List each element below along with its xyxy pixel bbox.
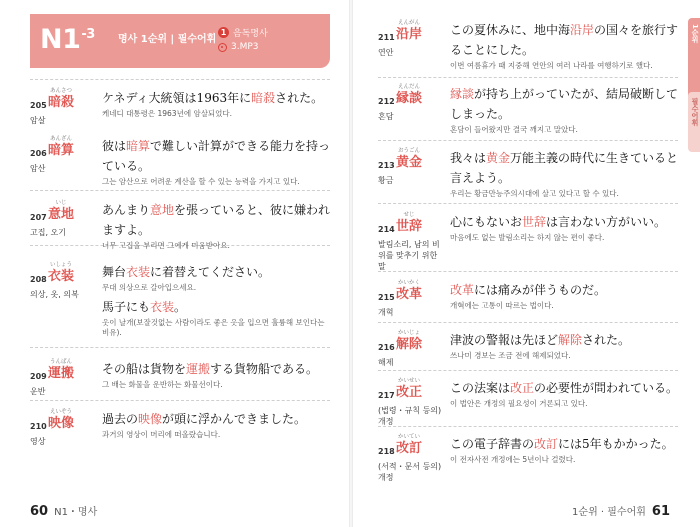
- sentence-part: 彼は: [102, 139, 127, 153]
- side-tab-label-secondary: 필수어휘: [691, 98, 699, 126]
- highlighted-word: 改正: [510, 381, 535, 395]
- entry-example: [450, 84, 680, 135]
- example-sentence: [102, 136, 332, 176]
- entry-example: [450, 434, 680, 465]
- example-translation: 그는 암산으로 어려운 계산을 할 수 있는 능력을 가지고 있다.: [102, 177, 300, 186]
- entry-head: [378, 330, 444, 368]
- entry-number: 207: [30, 213, 47, 222]
- word-reading: あんざん: [50, 136, 73, 142]
- word-block: [396, 212, 422, 234]
- entry-number: 208: [30, 275, 47, 284]
- vocab-word: 衣装: [48, 269, 75, 284]
- highlighted-word: 映像: [138, 412, 163, 426]
- entry-number: 212: [378, 97, 395, 106]
- word-reading: かいかく: [398, 280, 421, 286]
- entry-number: 213: [378, 161, 395, 170]
- vocab-word: 世辞: [396, 219, 423, 234]
- vocab-word: 沿岸: [396, 27, 423, 42]
- word-block: [396, 84, 422, 106]
- word-meaning: 해제: [378, 358, 394, 367]
- example-sentence: [102, 262, 332, 282]
- level-title: $N1^{-3}$: [40, 24, 95, 55]
- word-block: [48, 200, 74, 222]
- example-sentence: [450, 148, 680, 188]
- word-reading: あんさつ: [50, 88, 73, 94]
- sentence-part: あんまり: [102, 203, 151, 217]
- vocab-word: 映像: [48, 416, 75, 431]
- word-reading: うんぱん: [50, 359, 73, 365]
- sentence-part: 万能主義の時代に生きていると言えよう。: [450, 151, 679, 185]
- entry-example: [450, 148, 680, 199]
- entry-head: [30, 409, 96, 447]
- entry-number: 211: [378, 33, 395, 42]
- word-block: [48, 88, 74, 110]
- highlighted-word: 暗算: [126, 139, 151, 153]
- track-label: 음독명사: [233, 28, 268, 39]
- sentence-part: その船は貨物を: [102, 362, 187, 376]
- vocab-word: 黄金: [396, 155, 423, 170]
- entry-number: 216: [378, 343, 395, 352]
- example-translation: 마음에도 없는 발림소리는 하지 않는 편이 좋다.: [450, 233, 605, 242]
- entry-number: 206: [30, 149, 47, 158]
- entry-number: 210: [30, 422, 47, 431]
- page-number-right: 61: [651, 504, 670, 519]
- cd-icon: [218, 43, 227, 52]
- entry-divider: [30, 190, 330, 191]
- word-reading: えんがん: [398, 20, 421, 26]
- entry-head: [30, 359, 96, 397]
- sentence-part: の国々を旅行することにした。: [450, 23, 679, 57]
- highlighted-word: 縁談: [450, 87, 475, 101]
- vocab-word: 暗殺: [48, 95, 75, 110]
- example-translation: 이 전자사전 개정에는 5년이나 걸렸다.: [450, 455, 576, 464]
- highlighted-word: 運搬: [186, 362, 211, 376]
- entry-example: [102, 88, 332, 119]
- word-meaning: 연안: [378, 48, 394, 57]
- vocab-word: 運搬: [48, 366, 75, 381]
- entry-number: 209: [30, 372, 47, 381]
- sentence-part: この夏休みに、地中海: [450, 23, 571, 37]
- word-meaning: 영상: [30, 437, 46, 446]
- category-label: 명사 1순위 | 필수어휘: [118, 34, 217, 45]
- entry-example: [102, 136, 332, 187]
- example-sentence: [450, 378, 680, 398]
- entry-head: [378, 20, 444, 58]
- word-block: [396, 280, 422, 302]
- example-translation: 우리는 황금만능주의시대에 살고 있다고 할 수 있다.: [450, 189, 619, 198]
- example-sentence: [102, 88, 332, 108]
- word-meaning: 개혁: [378, 308, 394, 317]
- word-reading: かいてい: [398, 434, 421, 440]
- example-translation: 그 배는 화물을 운반하는 화물선이다.: [102, 380, 223, 389]
- highlighted-word: 暗殺: [251, 91, 276, 105]
- example-sentence: [102, 409, 332, 429]
- highlighted-word: 黄金: [486, 151, 511, 165]
- example-sentence: [450, 330, 680, 350]
- sentence-part: この法案は: [450, 381, 511, 395]
- sentence-part: ケネディ大統領は1963年に: [102, 91, 252, 105]
- entry-number: 215: [378, 293, 395, 302]
- mp3-label: 3.MP3: [231, 42, 259, 52]
- entry-head: [378, 212, 444, 272]
- word-block: [396, 434, 422, 456]
- sentence-part: された。: [582, 333, 631, 347]
- word-block: [48, 359, 74, 381]
- example-translation: 개혁에는 고통이 따르는 법이다.: [450, 301, 554, 310]
- example-translation: 이번 여름휴가 때 지중해 연안의 여러 나라를 여행하기로 했다.: [450, 61, 653, 70]
- highlighted-word: 解除: [558, 333, 583, 347]
- word-block: [396, 330, 422, 352]
- entry-example: [102, 409, 332, 440]
- example-translation: 과거의 영상이 머리에 떠올랐습니다.: [102, 430, 221, 439]
- example-sentence: [450, 212, 680, 232]
- sentence-part: が持ち上がっていたが、結局破断してしまった。: [450, 87, 679, 121]
- example-sentence: [450, 434, 680, 454]
- right-page: [353, 0, 700, 527]
- highlighted-word: 沿岸: [570, 23, 595, 37]
- entry-head: [378, 148, 444, 186]
- left-footer: [30, 503, 97, 519]
- word-meaning: 암살: [30, 116, 46, 125]
- entry-example: [450, 20, 680, 71]
- entry-example: [102, 262, 332, 338]
- highlighted-word: 改革: [450, 283, 475, 297]
- sentence-part: 過去の: [102, 412, 139, 426]
- highlighted-word: 衣装: [126, 265, 151, 279]
- vocab-word: 縁談: [396, 91, 423, 106]
- example-translation: 혼담이 들어왔지만 결국 깨지고 말았다.: [450, 125, 578, 134]
- sentence-part: には痛みが伴うものだ。: [474, 283, 607, 297]
- word-meaning: 고집, 오기: [30, 228, 66, 237]
- highlighted-word: 意地: [150, 203, 175, 217]
- entry-head: [378, 434, 444, 483]
- word-block: [396, 20, 422, 42]
- entry-head: [378, 280, 444, 318]
- word-reading: いじ: [55, 200, 67, 206]
- entry-divider: [378, 322, 678, 323]
- entry-number: 218: [378, 447, 395, 456]
- entry-number: 205: [30, 101, 47, 110]
- entry-number: 217: [378, 391, 395, 400]
- word-reading: かいせい: [398, 378, 421, 384]
- entry-example: [102, 200, 332, 251]
- entry-divider: [378, 370, 678, 371]
- vocab-word: 意地: [48, 207, 75, 222]
- entry-example: [450, 280, 680, 311]
- word-meaning: 의상, 옷, 의복: [30, 290, 79, 299]
- side-tab-secondary: [688, 92, 700, 152]
- sentence-part: で難しい計算ができる能力を持っている。: [102, 139, 331, 173]
- entry-head: [30, 136, 96, 174]
- word-meaning: (법령・규칙 등의) 개정: [378, 406, 442, 426]
- word-meaning: 운반: [30, 387, 46, 396]
- track-number-icon: 1: [218, 27, 229, 38]
- vocab-word: 改革: [396, 287, 423, 302]
- sentence-part: を張っていると、彼に嫌われますよ。: [102, 203, 331, 237]
- word-reading: えんだん: [398, 84, 421, 90]
- word-reading: えいぞう: [50, 409, 73, 415]
- word-meaning: 황금: [378, 176, 394, 185]
- example-sentence: [450, 280, 680, 300]
- sentence-part: が頭に浮かんできました。: [162, 412, 307, 426]
- word-meaning: 혼담: [378, 112, 394, 121]
- entry-example: [102, 359, 332, 390]
- sentence-part: には5年もかかった。: [558, 437, 674, 451]
- word-block: [48, 409, 74, 431]
- sentence-part: 馬子にも: [102, 300, 151, 314]
- sentence-part: この電子辞書の: [450, 437, 535, 451]
- example-sentence: [102, 200, 332, 240]
- example-translation-2: 옷이 날개(보잘것없는 사람이라도 좋은 옷을 입으면 훌륭해 보인다는 비유).: [102, 318, 325, 337]
- word-meaning: 암산: [30, 164, 46, 173]
- vocab-word: 改訂: [396, 441, 423, 456]
- side-tab-label: 1순위: [691, 24, 699, 43]
- sentence-part: 。: [174, 300, 187, 314]
- example-sentence: [450, 84, 680, 124]
- word-block: [48, 262, 74, 284]
- sentence-part: は言わない方がいい。: [546, 215, 667, 229]
- footer-label-right: 1순위 · 필수어휘: [572, 507, 646, 518]
- sentence-part: 舞台: [102, 265, 127, 279]
- page-number-left: 60: [30, 504, 49, 519]
- entry-example: [450, 378, 680, 409]
- example-sentence: [450, 20, 680, 60]
- sentence-part: 津波の警報は先ほど: [450, 333, 559, 347]
- highlighted-word: 衣装: [150, 300, 175, 314]
- word-meaning: (서적・문서 등의) 개정: [378, 462, 442, 482]
- entry-head: [378, 84, 444, 122]
- vocab-word: 解除: [396, 337, 423, 352]
- entry-divider: [378, 140, 678, 141]
- word-reading: せじ: [403, 212, 415, 218]
- entry-example: [450, 330, 680, 361]
- vocab-word: 改正: [396, 385, 423, 400]
- example-translation: 너무 고집을 부리면 그에게 미움받아요.: [102, 241, 230, 250]
- word-block: [396, 378, 422, 400]
- example-translation: 이 법안은 개정의 필요성이 거론되고 있다.: [450, 399, 588, 408]
- sentence-part: に着替えてください。: [150, 265, 271, 279]
- highlighted-word: 改訂: [534, 437, 559, 451]
- word-meaning: 발림소리, 남의 비위를 맞추기 위한 말: [378, 240, 440, 271]
- example-sentence: [102, 359, 332, 379]
- entry-head: [30, 88, 96, 126]
- entry-divider: [30, 347, 330, 348]
- sentence-part: 心にもないお: [450, 215, 523, 229]
- entry-divider: [30, 400, 330, 401]
- vocab-word: 暗算: [48, 143, 75, 158]
- word-reading: いしょう: [50, 262, 73, 268]
- audio-info: [218, 25, 268, 55]
- right-footer: [572, 503, 670, 519]
- word-reading: かいじょ: [398, 330, 421, 336]
- word-reading: おうごん: [398, 148, 421, 154]
- sentence-part: する貨物船である。: [210, 362, 319, 376]
- entry-divider: [30, 79, 330, 80]
- example-translation: 케네디 대통령은 1963년에 암살되었다.: [102, 109, 233, 118]
- entry-divider: [378, 203, 678, 204]
- sentence-part: された。: [275, 91, 324, 105]
- entry-head: [30, 200, 96, 238]
- sentence-part: 我々は: [450, 151, 487, 165]
- word-block: [396, 148, 422, 170]
- example-translation: 무대 의상으로 갈아입으세요.: [102, 283, 197, 292]
- entry-example: [450, 212, 680, 243]
- example-translation: 쓰나미 경보는 조금 전에 해제되었다.: [450, 351, 571, 360]
- word-block: [48, 136, 74, 158]
- entry-head: [30, 262, 96, 300]
- entry-number: 214: [378, 225, 395, 234]
- example-sentence-2: [102, 297, 332, 317]
- entry-divider: [378, 77, 678, 78]
- sentence-part: の必要性が問われている。: [534, 381, 679, 395]
- entry-head: [378, 378, 444, 427]
- section-header: [30, 14, 330, 68]
- highlighted-word: 世辞: [522, 215, 547, 229]
- footer-label-left: N1・명사: [54, 507, 98, 518]
